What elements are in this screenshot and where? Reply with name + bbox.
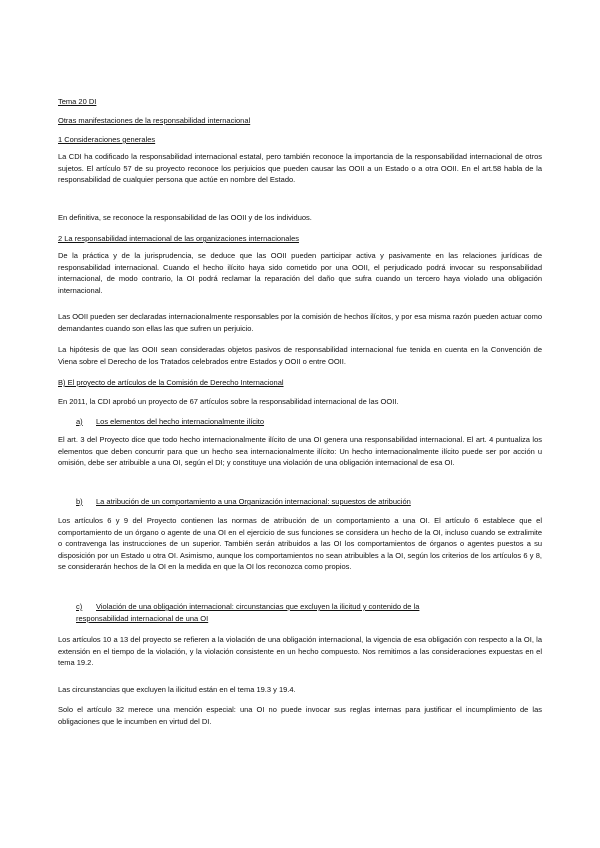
subsection-b-title: La atribución de un comportamiento a una Organización internacional: supuestos de atribución <box>96 497 411 506</box>
subsection-c-paragraph-3: Solo el artículo 32 merece una mención especial: una OI no puede invocar sus reglas internas para justificar el incumplimiento de las obligaciones que le incumben en virtud del DI. <box>58 705 542 726</box>
section-b-paragraph-1: En 2011, la CDI aprobó un proyecto de 67 artículos sobre la responsabilidad internacional de las OOII. <box>58 397 399 406</box>
section-b-heading: B) El proyecto de artículos de la Comisión de Derecho Internacional <box>58 378 284 387</box>
topic-label: Tema 20 DI <box>58 97 97 106</box>
subsection-c-paragraph-1: Los artículos 10 a 13 del proyecto se refieren a la violación de una obligación internacional, la vigencia de esa obligación con respecto a la OI, la extensión en el tiempo de la violación, y la violación consistente en un hecho compuesto. Nos remitimos a las consideraciones expuestas en el tema 19.2. <box>58 635 542 667</box>
subsection-a-label: a) <box>76 417 83 426</box>
subsection-b-heading <box>76 496 542 508</box>
section-2-paragraph-3: La hipótesis de que las OOII sean consideradas objetos pasivos de responsabilidad internacional fue tenida en cuenta en la Convención de Viena sobre el Derecho de los Tratados celebrados entre Estados y OOII o entre OOII. <box>58 345 542 366</box>
subsection-a-paragraph-1: El art. 3 del Proyecto dice que todo hecho internacionalmente ilícito de una OI genera una responsabilidad internacional. El art. 4 puntualiza los elementos que deben concurrir para que un hecho sea internacionalmente ilícito: Un hecho internacionalmente ilícito puede ser por acción u omisión, debe ser atribuible a una OI, según el DI; y constituye una violación de una obligación internacional de esa OI. <box>58 435 542 467</box>
subsection-a-heading <box>76 416 542 428</box>
section-1-paragraph-2: En definitiva, se reconoce la responsabilidad de las OOII y de los individuos. <box>58 213 312 222</box>
subsection-a-title: Los elementos del hecho internacionalmente ilícito <box>96 417 265 426</box>
section-1-heading: 1 Consideraciones generales <box>58 135 156 144</box>
subsection-c-paragraph-2: Las circunstancias que excluyen la ilicitud están en el tema 19.3 y 19.4. <box>58 685 296 694</box>
document-title: Otras manifestaciones de la responsabilidad internacional <box>58 116 251 125</box>
subsection-c-heading-line-2 <box>76 613 542 625</box>
section-2-paragraph-1: De la práctica y de la jurisprudencia, se deduce que las OOII pueden participar activa y pasivamente en las relaciones jurídicas de responsabilidad internacional. Cuando el hecho ilícito haya sido cometido por una OOII, el perjudicado podrá invocar su responsabilidad internacional, de modo contrario, la OI podrá reclamar la reparación del daño que sufra cuando un tercero haya violado una obligación internacional. <box>58 251 542 295</box>
subsection-b-paragraph-1: Los artículos 6 y 9 del Proyecto contienen las normas de atribución de un comportamiento a una OI. El artículo 6 establece que el comportamiento de un órgano o agente de una OI en el ejercicio de sus funciones se considera un hecho de la OI, incluso cuando se extralimite o contravenga las instrucciones de un superior. También serán atribuidos a las OI los comportamientos de órganos o agentes puestos a su disposición por un Estado u otra OI. Asimismo, aunque los comportamientos no sean atribuibles a la OI, según los criterios de los artículos 6 y 8, se considerarán hechos de la OI en la medida en que la OI los reconozca como propios. <box>58 516 542 571</box>
subsection-c-heading <box>76 601 542 613</box>
subsection-c-title-line-2: responsabilidad internacional de una OI <box>76 614 209 623</box>
section-2-paragraph-2: Las OOII pueden ser declaradas internacionalmente responsables por la comisión de hechos ilícitos, y por esa misma razón pueden actuar como demandantes cuando son ellas las que sufren un perjuicio. <box>58 312 542 333</box>
subsection-c-label: c) <box>76 602 83 611</box>
section-2-heading: 2 La responsabilidad internacional de las organizaciones internacionales <box>58 234 299 243</box>
subsection-c-title-line-1: Violación de una obligación internacional: circunstancias que excluyen la ilicitud y contenido de la <box>96 602 420 611</box>
subsection-b-label: b) <box>76 497 83 506</box>
section-1-paragraph-1: La CDI ha codificado la responsabilidad internacional estatal, pero también reconoce la importancia de la responsabilidad internacional de otros sujetos. El artículo 57 de su proyecto reconoce los perjuicios que pueden causar las OOII a un Estado o a otra OOII. En el art.58 habla de la responsabilidad de cualquier persona que actúe en nombre del Estado. <box>58 152 542 184</box>
